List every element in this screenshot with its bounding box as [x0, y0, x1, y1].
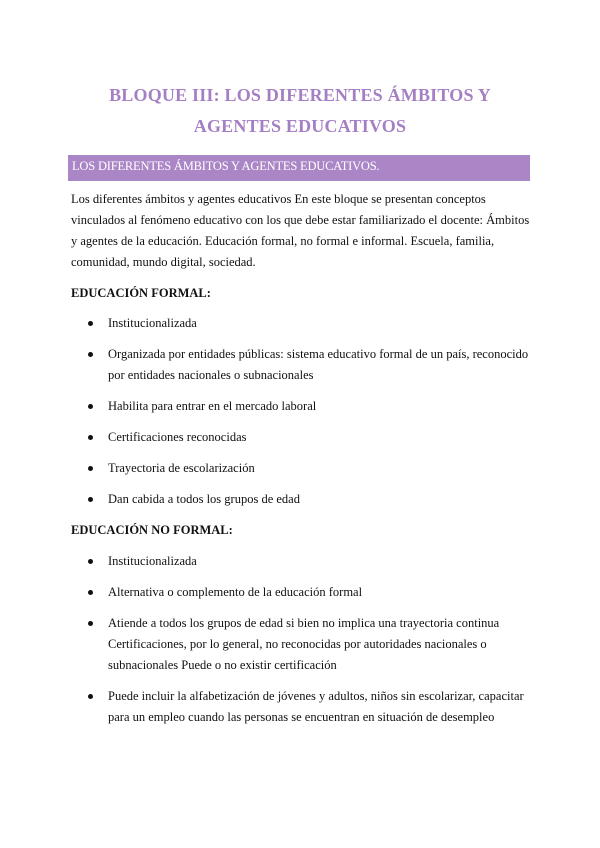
- list-item: Organizada por entidades públicas: sistema educativo formal de un país, reconocido por entidades nacionales o subnacionales: [88, 344, 533, 386]
- bullet-icon: [88, 404, 93, 409]
- bullet-icon: [88, 590, 93, 595]
- bullet-icon: [88, 621, 93, 626]
- formal-heading: EDUCACIÓN FORMAL:: [71, 286, 211, 300]
- section-banner: [68, 155, 530, 181]
- bullet-icon: [88, 321, 93, 326]
- list-item: Certificaciones reconocidas: [88, 427, 533, 448]
- bullet-icon: [88, 352, 93, 357]
- intro-paragraph: Los diferentes ámbitos y agentes educativos En este bloque se presentan conceptos vinculados al fenómeno educativo con los que debe estar familiarizado el docente: Ámbitos y agentes de la educación. Educación formal, no formal e informal. Escuela, familia, comunidad, mundo digital, sociedad.: [71, 192, 530, 269]
- bullet-icon: [88, 466, 93, 471]
- bullet-icon: [88, 497, 93, 502]
- list-item: Institucionalizada: [88, 551, 533, 572]
- no-formal-heading: EDUCACIÓN NO FORMAL:: [71, 523, 233, 537]
- no-formal-list: [88, 551, 533, 738]
- title-line-1: BLOQUE III: LOS DIFERENTES ÁMBITOS Y: [109, 85, 491, 105]
- list-item: Alternativa o complemento de la educación formal: [88, 582, 533, 603]
- list-item: Atiende a todos los grupos de edad si bien no implica una trayectoria continua Certificaciones, por lo general, no reconocidas por autoridades nacionales o subnacionales Puede o no existir certificación: [88, 613, 533, 676]
- list-item: Habilita para entrar en el mercado laboral: [88, 396, 533, 417]
- list-item: Institucionalizada: [88, 313, 533, 334]
- list-item: Trayectoria de escolarización: [88, 458, 533, 479]
- title-line-2: AGENTES EDUCATIVOS: [193, 116, 407, 136]
- formal-list: [88, 313, 533, 520]
- bullet-icon: [88, 435, 93, 440]
- section-banner-text: LOS DIFERENTES ÁMBITOS Y AGENTES EDUCATIVOS.: [72, 159, 380, 173]
- list-item: Puede incluir la alfabetización de jóvenes y adultos, niños sin escolarizar, capacitar para un empleo cuando las personas se encuentran en situación de desempleo: [88, 686, 533, 728]
- list-item: Dan cabida a todos los grupos de edad: [88, 489, 533, 510]
- bullet-icon: [88, 559, 93, 564]
- page-title: [60, 80, 540, 142]
- bullet-icon: [88, 694, 93, 699]
